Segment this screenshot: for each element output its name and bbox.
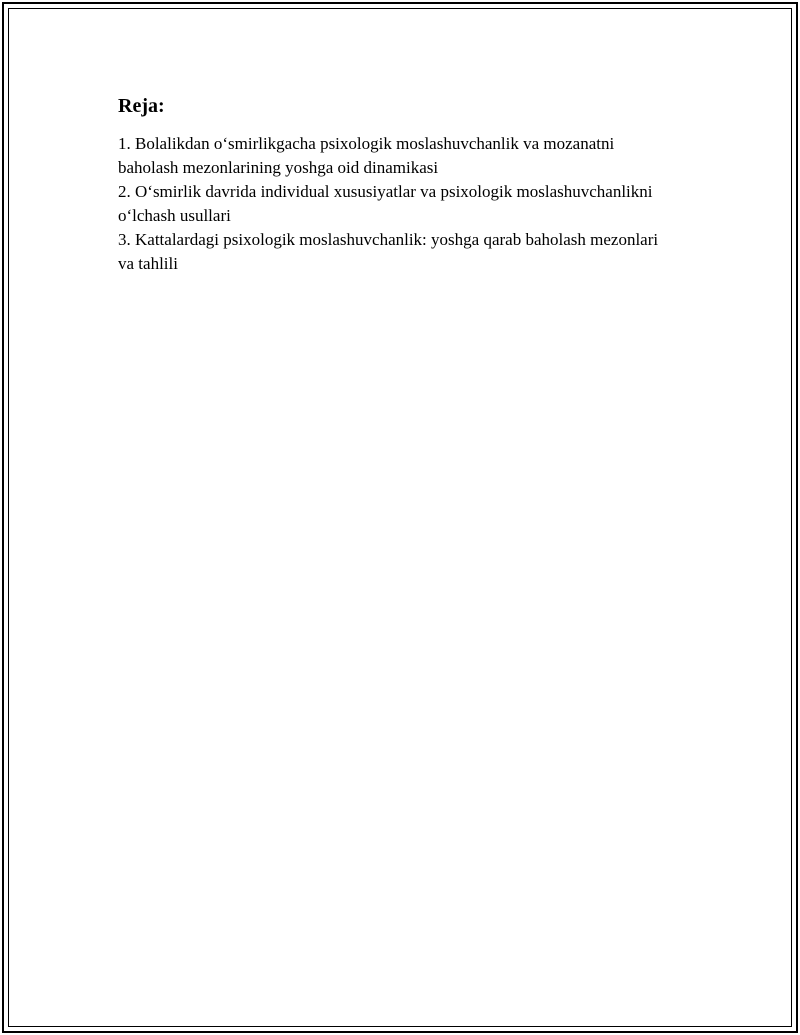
plan-heading: Reja: xyxy=(118,95,165,117)
plan-list xyxy=(118,132,678,276)
plan-item-2: 2. O‘smirlik davrida individual xususiyatlar va psixologik moslashuvchanlikni o‘lchash usullari xyxy=(118,182,653,225)
document-body xyxy=(118,94,678,276)
plan-item-3: 3. Kattalardagi psixologik moslashuvchanlik: yoshga qarab baholash mezonlari va tahlili xyxy=(118,230,659,273)
plan-item-1: 1. Bolalikdan o‘smirlikgacha psixologik moslashuvchanlik va mozanatni baholash mezonlarining yoshga oid dinamikasi xyxy=(118,134,615,177)
